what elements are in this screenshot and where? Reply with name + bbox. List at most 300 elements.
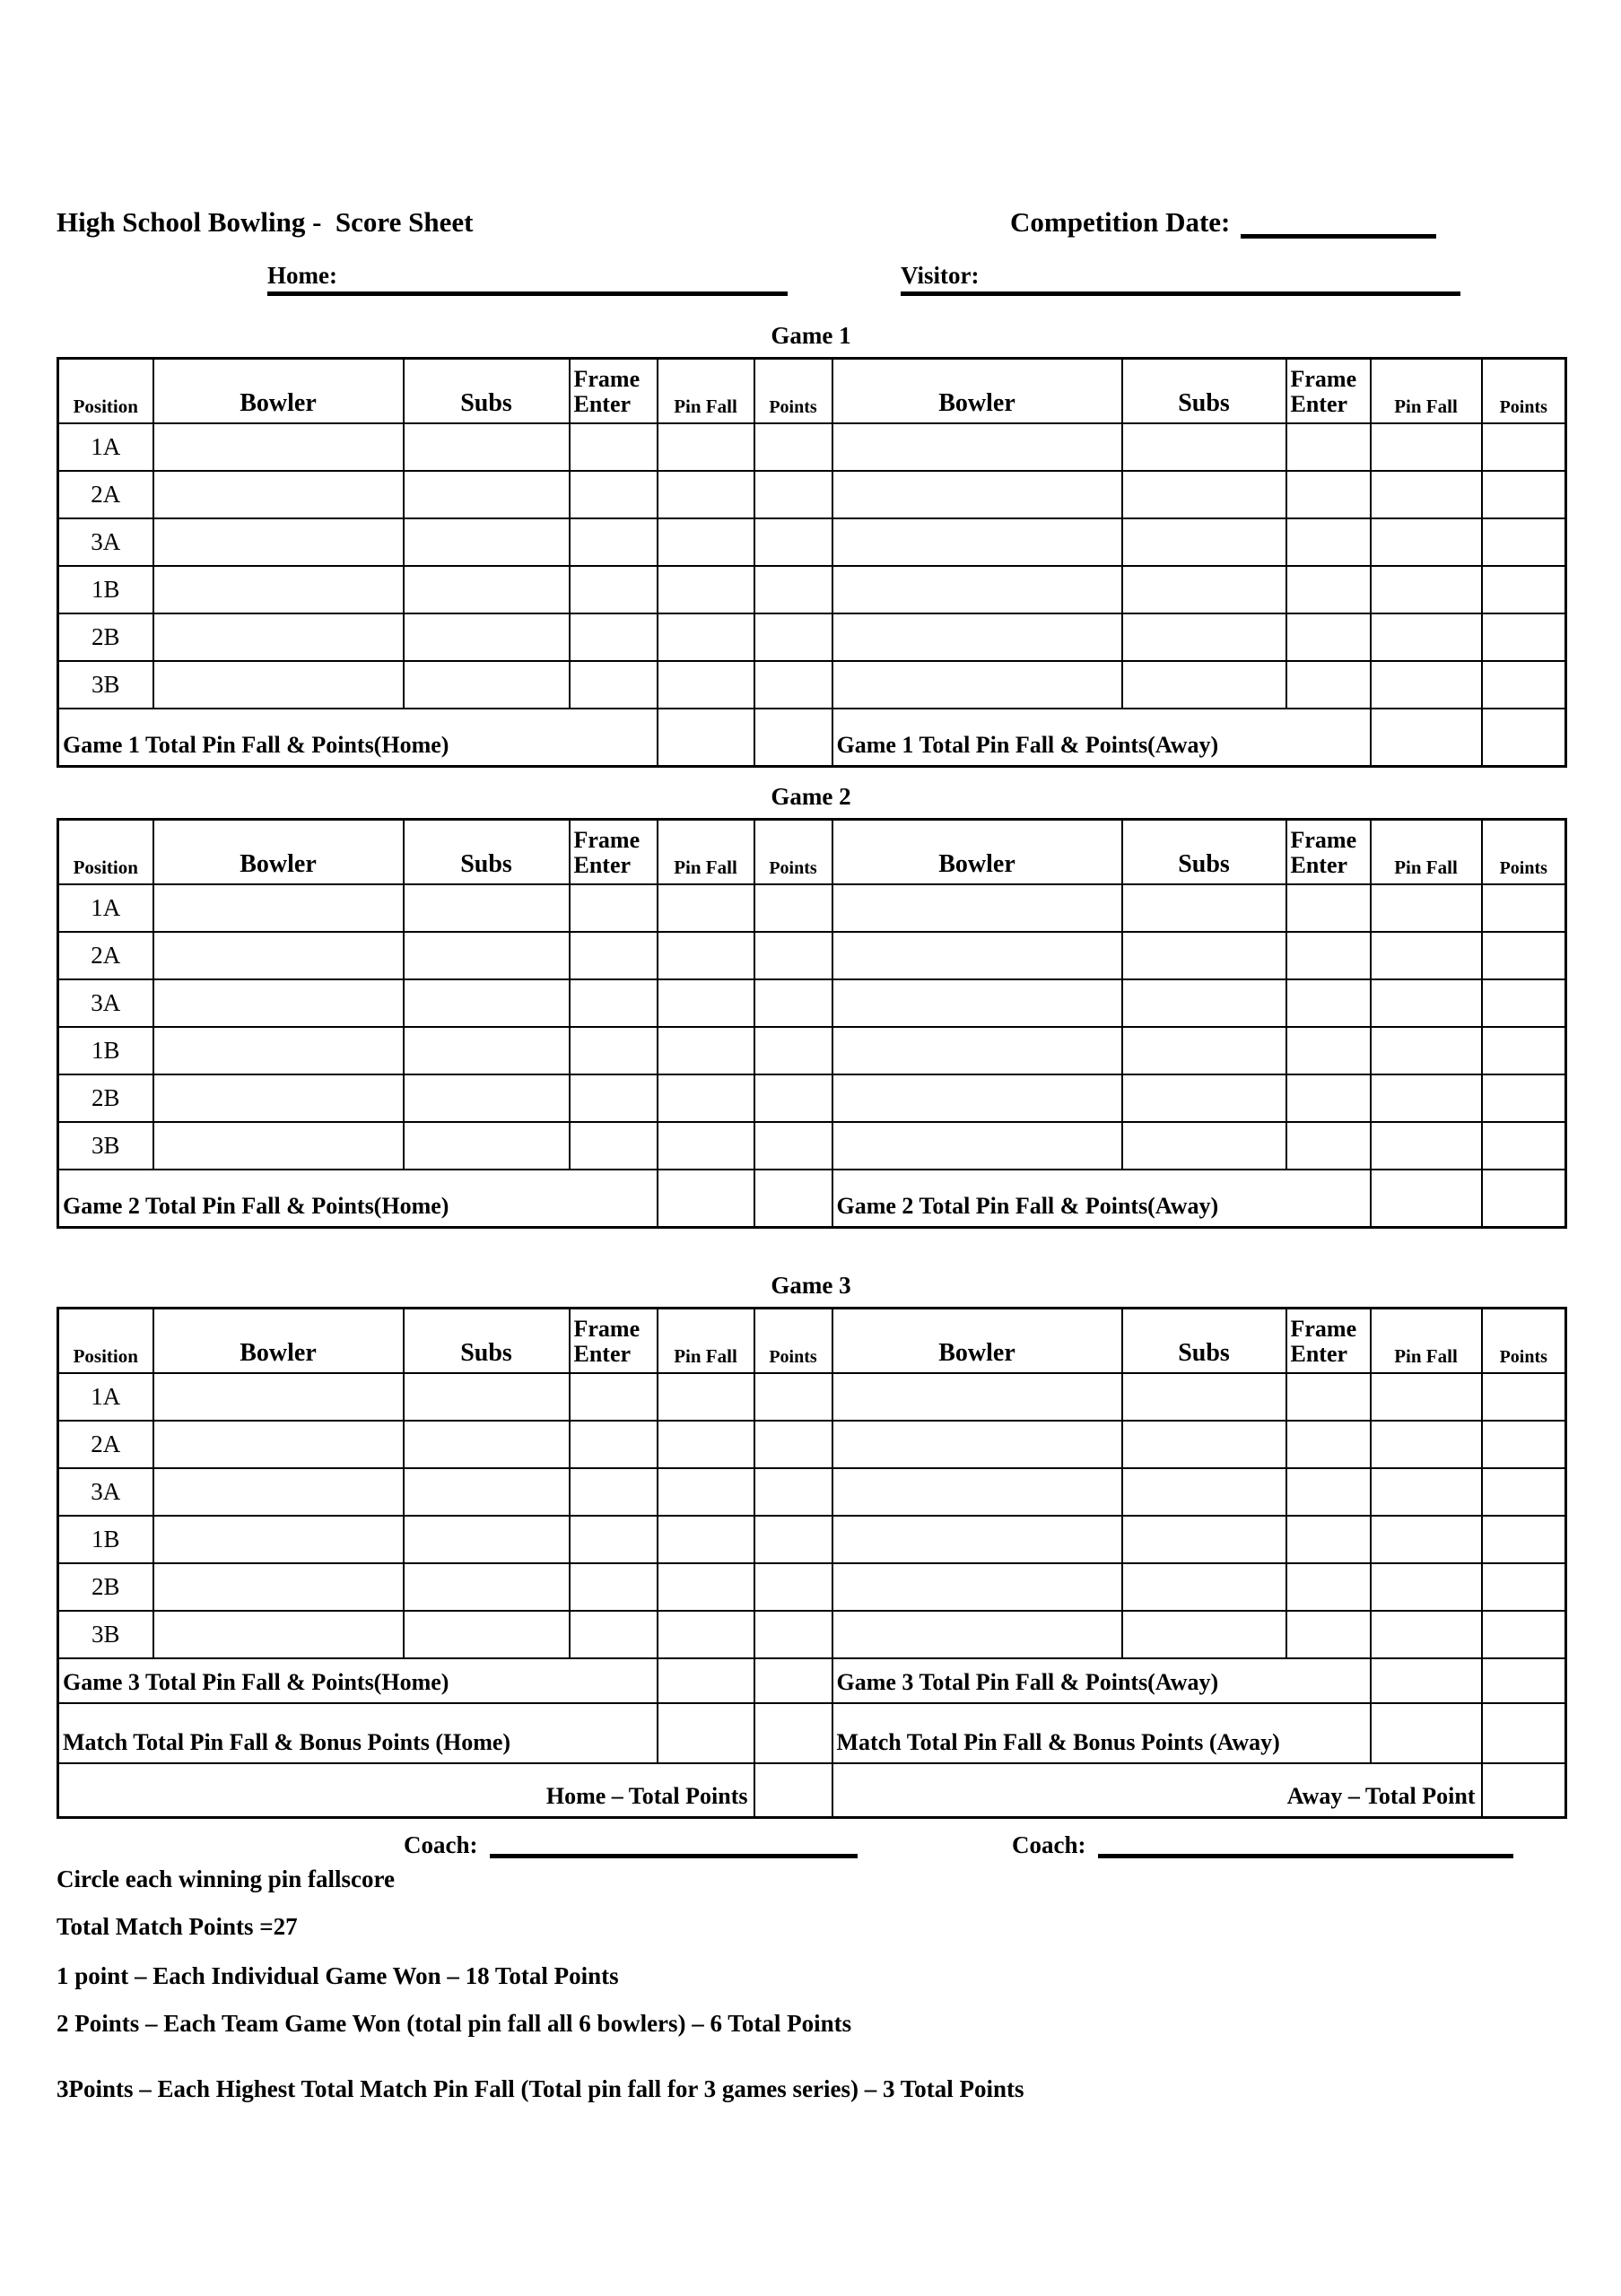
- column-header-bowler-home: Bowler: [153, 1309, 404, 1373]
- total-pin-fall-home-cell[interactable]: [658, 1658, 754, 1703]
- bowler-row: [58, 1074, 1566, 1122]
- points-home-cell[interactable]: [754, 1563, 832, 1611]
- total-points-away-cell[interactable]: [1482, 709, 1566, 767]
- frame-enter-away-cell[interactable]: [1286, 1122, 1371, 1170]
- bowler-away-cell[interactable]: [832, 1516, 1122, 1563]
- game-title: Game 1: [771, 322, 851, 349]
- home-label: Home:: [267, 262, 337, 289]
- subs-away-cell[interactable]: [1122, 1468, 1286, 1516]
- frame-enter-away-cell[interactable]: [1286, 661, 1371, 709]
- pin-fall-away-cell[interactable]: [1371, 1074, 1482, 1122]
- subs-home-cell[interactable]: [404, 1373, 570, 1421]
- frame-enter-away-cell[interactable]: [1286, 1563, 1371, 1611]
- match-pin-fall-home-cell[interactable]: [658, 1703, 754, 1763]
- column-header-bowler-away: Bowler: [832, 1309, 1122, 1373]
- subs-home-cell[interactable]: [404, 1122, 570, 1170]
- match-points-home-cell[interactable]: [754, 1703, 832, 1763]
- bowler-home-cell[interactable]: [153, 1122, 404, 1170]
- pin-fall-away-cell[interactable]: [1371, 979, 1482, 1027]
- points-home-cell[interactable]: [754, 1373, 832, 1421]
- column-header-position: Position: [58, 820, 153, 884]
- frame-enter-away-cell[interactable]: [1286, 471, 1371, 518]
- frame-enter-home-cell[interactable]: [570, 1516, 658, 1563]
- column-header-pin-fall-home: Pin Fall: [658, 359, 754, 423]
- subs-home-cell[interactable]: [404, 518, 570, 566]
- points-home-cell[interactable]: [754, 1516, 832, 1563]
- bowler-row: [58, 613, 1566, 661]
- subs-away-cell[interactable]: [1122, 518, 1286, 566]
- frame-enter-home-cell[interactable]: [570, 1421, 658, 1468]
- frame-enter-home-cell[interactable]: [570, 932, 658, 979]
- competition-date-field[interactable]: [1241, 208, 1436, 239]
- subs-home-cell[interactable]: [404, 613, 570, 661]
- bowler-home-cell[interactable]: [153, 979, 404, 1027]
- visitor-label: Visitor:: [901, 262, 980, 289]
- subs-home-cell[interactable]: [404, 979, 570, 1027]
- bowler-away-cell[interactable]: [832, 1373, 1122, 1421]
- total-pin-fall-away-cell[interactable]: [1371, 709, 1482, 767]
- coach-away-label: Coach:: [1012, 1831, 1086, 1858]
- note-individual-game: 1 point – Each Individual Game Won – 18 Total Points: [57, 1962, 619, 1989]
- pin-fall-away-cell[interactable]: [1371, 1122, 1482, 1170]
- frame-enter-away-cell[interactable]: [1286, 1074, 1371, 1122]
- bowler-away-cell[interactable]: [832, 423, 1122, 471]
- bowler-home-cell[interactable]: [153, 1468, 404, 1516]
- frame-enter-away-cell[interactable]: [1286, 1611, 1371, 1658]
- points-away-cell[interactable]: [1482, 1122, 1566, 1170]
- coach-home-label: Coach:: [404, 1831, 478, 1858]
- match-total-away-label: Match Total Pin Fall & Bonus Points (Away): [832, 1703, 1371, 1763]
- coach-home-field[interactable]: [490, 1833, 858, 1858]
- points-home-cell[interactable]: [754, 1468, 832, 1516]
- position-label: 2A: [58, 932, 153, 979]
- bowler-row: [58, 1421, 1566, 1468]
- subs-home-cell[interactable]: [404, 884, 570, 932]
- pin-fall-home-cell[interactable]: [658, 1468, 754, 1516]
- total-pin-fall-home-cell[interactable]: [658, 1170, 754, 1228]
- competition-date-row: [1010, 206, 1436, 239]
- subs-away-cell[interactable]: [1122, 613, 1286, 661]
- subs-away-cell[interactable]: [1122, 1421, 1286, 1468]
- bowler-home-cell[interactable]: [153, 1563, 404, 1611]
- pin-fall-away-cell[interactable]: [1371, 423, 1482, 471]
- bowler-home-cell[interactable]: [153, 884, 404, 932]
- column-header-points-away: Points: [1482, 820, 1566, 884]
- bowler-row: [58, 1611, 1566, 1658]
- frame-enter-home-cell[interactable]: [570, 1373, 658, 1421]
- bowler-row: [58, 518, 1566, 566]
- frame-enter-home-cell[interactable]: [570, 566, 658, 613]
- game-total-row: [58, 1170, 1566, 1228]
- pin-fall-home-cell[interactable]: [658, 613, 754, 661]
- total-pin-fall-away-cell[interactable]: [1371, 1658, 1482, 1703]
- column-header-subs-home: Subs: [404, 820, 570, 884]
- position-label: 1B: [58, 1516, 153, 1563]
- pin-fall-home-cell[interactable]: [658, 1611, 754, 1658]
- bowler-away-cell[interactable]: [832, 979, 1122, 1027]
- column-header-frame-enter-away: Frame Enter: [1286, 359, 1371, 423]
- final-home-label: Home – Total Points: [58, 1763, 754, 1818]
- frame-enter-away-cell[interactable]: [1286, 423, 1371, 471]
- points-away-cell[interactable]: [1482, 979, 1566, 1027]
- bowler-row: [58, 979, 1566, 1027]
- position-label: 1A: [58, 423, 153, 471]
- home-team-field[interactable]: [267, 262, 788, 296]
- total-pin-fall-away-cell[interactable]: [1371, 1170, 1482, 1228]
- points-away-cell[interactable]: [1482, 566, 1566, 613]
- position-label: 1B: [58, 566, 153, 613]
- pin-fall-home-cell[interactable]: [658, 423, 754, 471]
- column-header-frame-enter-home: Frame Enter: [570, 820, 658, 884]
- column-header-subs-home: Subs: [404, 359, 570, 423]
- match-points-away-cell[interactable]: [1482, 1703, 1566, 1763]
- frame-enter-away-cell[interactable]: [1286, 884, 1371, 932]
- subs-home-cell[interactable]: [404, 932, 570, 979]
- position-label: 3B: [58, 1122, 153, 1170]
- subs-home-cell[interactable]: [404, 1074, 570, 1122]
- points-away-cell[interactable]: [1482, 518, 1566, 566]
- points-away-cell[interactable]: [1482, 1468, 1566, 1516]
- total-points-home-cell[interactable]: [754, 1170, 832, 1228]
- column-header-points-home: Points: [754, 359, 832, 423]
- pin-fall-home-cell[interactable]: [658, 884, 754, 932]
- pin-fall-home-cell[interactable]: [658, 1563, 754, 1611]
- frame-enter-away-cell[interactable]: [1286, 1027, 1371, 1074]
- bowler-away-cell[interactable]: [832, 1611, 1122, 1658]
- pin-fall-away-cell[interactable]: [1371, 1421, 1482, 1468]
- bowler-away-cell[interactable]: [832, 566, 1122, 613]
- bowler-away-cell[interactable]: [832, 471, 1122, 518]
- final-away-label: Away – Total Point: [832, 1763, 1482, 1818]
- subs-away-cell[interactable]: [1122, 1373, 1286, 1421]
- bowler-away-cell[interactable]: [832, 1563, 1122, 1611]
- game-title: Game 2: [771, 783, 851, 810]
- position-label: 3A: [58, 979, 153, 1027]
- frame-enter-away-cell[interactable]: [1286, 1373, 1371, 1421]
- points-away-cell[interactable]: [1482, 1563, 1566, 1611]
- pin-fall-away-cell[interactable]: [1371, 1373, 1482, 1421]
- subs-home-cell[interactable]: [404, 423, 570, 471]
- column-header-points-away: Points: [1482, 359, 1566, 423]
- bowler-away-cell[interactable]: [832, 661, 1122, 709]
- pin-fall-home-cell[interactable]: [658, 1027, 754, 1074]
- subs-away-cell[interactable]: [1122, 979, 1286, 1027]
- points-home-cell[interactable]: [754, 661, 832, 709]
- subs-away-cell[interactable]: [1122, 884, 1286, 932]
- game-total-away-label: Game 2 Total Pin Fall & Points(Away): [832, 1170, 1371, 1228]
- column-header-subs-away: Subs: [1122, 359, 1286, 423]
- points-home-cell[interactable]: [754, 884, 832, 932]
- bowler-home-cell[interactable]: [153, 1027, 404, 1074]
- pin-fall-away-cell[interactable]: [1371, 1611, 1482, 1658]
- points-home-cell[interactable]: [754, 471, 832, 518]
- subs-away-cell[interactable]: [1122, 1027, 1286, 1074]
- column-header-frame-enter-home: Frame Enter: [570, 359, 658, 423]
- bowler-away-cell[interactable]: [832, 1122, 1122, 1170]
- points-home-cell[interactable]: [754, 1122, 832, 1170]
- coach-away-field[interactable]: [1098, 1833, 1513, 1858]
- bowler-row: [58, 1563, 1566, 1611]
- match-pin-fall-away-cell[interactable]: [1371, 1703, 1482, 1763]
- bowler-row: [58, 1516, 1566, 1563]
- points-home-cell[interactable]: [754, 613, 832, 661]
- frame-enter-away-cell[interactable]: [1286, 1421, 1371, 1468]
- bowler-home-cell[interactable]: [153, 932, 404, 979]
- subs-away-cell[interactable]: [1122, 661, 1286, 709]
- total-pin-fall-home-cell[interactable]: [658, 709, 754, 767]
- bowler-home-cell[interactable]: [153, 423, 404, 471]
- points-away-cell[interactable]: [1482, 613, 1566, 661]
- bowler-row: [58, 661, 1566, 709]
- column-header-pin-fall-home: Pin Fall: [658, 820, 754, 884]
- position-label: 1B: [58, 1027, 153, 1074]
- bowler-away-cell[interactable]: [832, 932, 1122, 979]
- column-header-frame-enter-home: Frame Enter: [570, 1309, 658, 1373]
- subs-away-cell[interactable]: [1122, 1563, 1286, 1611]
- note-highest-match: 3Points – Each Highest Total Match Pin Fall (Total pin fall for 3 games series) – 3 Total Points: [57, 2075, 1024, 2102]
- subs-away-cell[interactable]: [1122, 932, 1286, 979]
- points-home-cell[interactable]: [754, 932, 832, 979]
- points-home-cell[interactable]: [754, 979, 832, 1027]
- frame-enter-home-cell[interactable]: [570, 1611, 658, 1658]
- game-total-row: [58, 1658, 1566, 1703]
- pin-fall-home-cell[interactable]: [658, 518, 754, 566]
- points-away-cell[interactable]: [1482, 1373, 1566, 1421]
- frame-enter-home-cell[interactable]: [570, 979, 658, 1027]
- frame-enter-home-cell[interactable]: [570, 423, 658, 471]
- frame-enter-away-cell[interactable]: [1286, 979, 1371, 1027]
- subs-home-cell[interactable]: [404, 1611, 570, 1658]
- game-2-section: [57, 780, 1565, 1229]
- bowler-row: [58, 1468, 1566, 1516]
- column-header-pin-fall-away: Pin Fall: [1371, 820, 1482, 884]
- subs-home-cell[interactable]: [404, 661, 570, 709]
- note-circle-winning: Circle each winning pin fallscore: [57, 1866, 395, 1892]
- column-header-points-home: Points: [754, 1309, 832, 1373]
- points-away-cell[interactable]: [1482, 932, 1566, 979]
- subs-away-cell[interactable]: [1122, 1516, 1286, 1563]
- points-home-cell[interactable]: [754, 518, 832, 566]
- game-total-home-label: Game 1 Total Pin Fall & Points(Home): [58, 709, 658, 767]
- column-header-frame-enter-away: Frame Enter: [1286, 1309, 1371, 1373]
- pin-fall-home-cell[interactable]: [658, 1516, 754, 1563]
- column-header-subs-away: Subs: [1122, 820, 1286, 884]
- points-away-cell[interactable]: [1482, 423, 1566, 471]
- subs-home-cell[interactable]: [404, 471, 570, 518]
- frame-enter-home-cell[interactable]: [570, 1563, 658, 1611]
- column-header-bowler-home: Bowler: [153, 820, 404, 884]
- pin-fall-away-cell[interactable]: [1371, 613, 1482, 661]
- game-1-section: [57, 319, 1565, 768]
- game-3-section: [57, 1269, 1565, 1819]
- bowler-away-cell[interactable]: [832, 518, 1122, 566]
- subs-away-cell[interactable]: [1122, 1122, 1286, 1170]
- position-label: 2A: [58, 471, 153, 518]
- bowler-home-cell[interactable]: [153, 613, 404, 661]
- frame-enter-home-cell[interactable]: [570, 1074, 658, 1122]
- competition-date-label: Competition Date:: [1010, 206, 1231, 238]
- position-label: 2B: [58, 1563, 153, 1611]
- total-points-home-cell[interactable]: [754, 709, 832, 767]
- pin-fall-away-cell[interactable]: [1371, 1516, 1482, 1563]
- position-label: 3B: [58, 1611, 153, 1658]
- column-header-bowler-home: Bowler: [153, 359, 404, 423]
- pin-fall-away-cell[interactable]: [1371, 884, 1482, 932]
- bowler-home-cell[interactable]: [153, 566, 404, 613]
- column-header-pin-fall-home: Pin Fall: [658, 1309, 754, 1373]
- column-header-position: Position: [58, 359, 153, 423]
- bowler-away-cell[interactable]: [832, 1468, 1122, 1516]
- bowler-home-cell[interactable]: [153, 661, 404, 709]
- bowler-away-cell[interactable]: [832, 884, 1122, 932]
- bowler-row: [58, 423, 1566, 471]
- bowler-away-cell[interactable]: [832, 1421, 1122, 1468]
- bowler-away-cell[interactable]: [832, 1074, 1122, 1122]
- pin-fall-away-cell[interactable]: [1371, 1563, 1482, 1611]
- frame-enter-away-cell[interactable]: [1286, 613, 1371, 661]
- final-points-home-cell[interactable]: [754, 1763, 832, 1818]
- frame-enter-home-cell[interactable]: [570, 1468, 658, 1516]
- frame-enter-away-cell[interactable]: [1286, 1516, 1371, 1563]
- pin-fall-away-cell[interactable]: [1371, 518, 1482, 566]
- column-header-pin-fall-away: Pin Fall: [1371, 359, 1482, 423]
- subs-away-cell[interactable]: [1122, 566, 1286, 613]
- subs-away-cell[interactable]: [1122, 423, 1286, 471]
- match-total-row: [58, 1703, 1566, 1763]
- bowler-home-cell[interactable]: [153, 471, 404, 518]
- game-3-table: [57, 1307, 1567, 1819]
- column-header-position: Position: [58, 1309, 153, 1373]
- pin-fall-away-cell[interactable]: [1371, 932, 1482, 979]
- game-total-home-label: Game 2 Total Pin Fall & Points(Home): [58, 1170, 658, 1228]
- frame-enter-home-cell[interactable]: [570, 613, 658, 661]
- bowler-home-cell[interactable]: [153, 1421, 404, 1468]
- frame-enter-away-cell[interactable]: [1286, 518, 1371, 566]
- pin-fall-home-cell[interactable]: [658, 1074, 754, 1122]
- points-away-cell[interactable]: [1482, 1074, 1566, 1122]
- subs-home-cell[interactable]: [404, 1516, 570, 1563]
- points-away-cell[interactable]: [1482, 661, 1566, 709]
- pin-fall-away-cell[interactable]: [1371, 471, 1482, 518]
- bowler-away-cell[interactable]: [832, 1027, 1122, 1074]
- total-points-home-cell[interactable]: [754, 1658, 832, 1703]
- pin-fall-home-cell[interactable]: [658, 1122, 754, 1170]
- points-away-cell[interactable]: [1482, 1421, 1566, 1468]
- game-1-table: [57, 357, 1567, 768]
- column-header-points-home: Points: [754, 820, 832, 884]
- column-header-bowler-away: Bowler: [832, 820, 1122, 884]
- position-label: 1A: [58, 1373, 153, 1421]
- points-home-cell[interactable]: [754, 1027, 832, 1074]
- points-away-cell[interactable]: [1482, 1611, 1566, 1658]
- position-label: 3A: [58, 518, 153, 566]
- pin-fall-home-cell[interactable]: [658, 932, 754, 979]
- points-away-cell[interactable]: [1482, 884, 1566, 932]
- pin-fall-home-cell[interactable]: [658, 661, 754, 709]
- frame-enter-home-cell[interactable]: [570, 884, 658, 932]
- frame-enter-home-cell[interactable]: [570, 518, 658, 566]
- final-points-row: [58, 1763, 1566, 1818]
- game-total-row: [58, 709, 1566, 767]
- position-label: 2B: [58, 613, 153, 661]
- frame-enter-home-cell[interactable]: [570, 1122, 658, 1170]
- points-home-cell[interactable]: [754, 566, 832, 613]
- frame-enter-home-cell[interactable]: [570, 471, 658, 518]
- final-points-away-cell[interactable]: [1482, 1763, 1566, 1818]
- coach-home-row: [404, 1831, 858, 1858]
- bowler-home-cell[interactable]: [153, 518, 404, 566]
- pin-fall-away-cell[interactable]: [1371, 1468, 1482, 1516]
- bowler-away-cell[interactable]: [832, 613, 1122, 661]
- game-total-away-label: Game 1 Total Pin Fall & Points(Away): [832, 709, 1371, 767]
- bowler-row: [58, 1122, 1566, 1170]
- subs-home-cell[interactable]: [404, 1421, 570, 1468]
- game-2-table: [57, 818, 1567, 1229]
- points-home-cell[interactable]: [754, 423, 832, 471]
- subs-away-cell[interactable]: [1122, 1074, 1286, 1122]
- pin-fall-away-cell[interactable]: [1371, 661, 1482, 709]
- pin-fall-home-cell[interactable]: [658, 1373, 754, 1421]
- column-header-subs-home: Subs: [404, 1309, 570, 1373]
- points-away-cell[interactable]: [1482, 1027, 1566, 1074]
- position-label: 1A: [58, 884, 153, 932]
- points-away-cell[interactable]: [1482, 471, 1566, 518]
- subs-home-cell[interactable]: [404, 1563, 570, 1611]
- visitor-team-field[interactable]: [901, 262, 1460, 296]
- bowler-home-cell[interactable]: [153, 1074, 404, 1122]
- position-label: 3A: [58, 1468, 153, 1516]
- pin-fall-home-cell[interactable]: [658, 471, 754, 518]
- points-away-cell[interactable]: [1482, 1516, 1566, 1563]
- subs-home-cell[interactable]: [404, 1468, 570, 1516]
- bowler-row: [58, 884, 1566, 932]
- pin-fall-away-cell[interactable]: [1371, 1027, 1482, 1074]
- position-label: 3B: [58, 661, 153, 709]
- bowler-row: [58, 566, 1566, 613]
- points-home-cell[interactable]: [754, 1074, 832, 1122]
- bowler-home-cell[interactable]: [153, 1611, 404, 1658]
- frame-enter-home-cell[interactable]: [570, 1027, 658, 1074]
- pin-fall-home-cell[interactable]: [658, 1421, 754, 1468]
- subs-home-cell[interactable]: [404, 566, 570, 613]
- frame-enter-away-cell[interactable]: [1286, 1468, 1371, 1516]
- subs-home-cell[interactable]: [404, 1027, 570, 1074]
- column-header-frame-enter-away: Frame Enter: [1286, 820, 1371, 884]
- subs-away-cell[interactable]: [1122, 471, 1286, 518]
- game-total-home-label: Game 3 Total Pin Fall & Points(Home): [58, 1658, 658, 1703]
- frame-enter-away-cell[interactable]: [1286, 566, 1371, 613]
- subs-away-cell[interactable]: [1122, 1611, 1286, 1658]
- pin-fall-home-cell[interactable]: [658, 566, 754, 613]
- note-team-game: 2 Points – Each Team Game Won (total pin fall all 6 bowlers) – 6 Total Points: [57, 2010, 852, 2037]
- match-total-home-label: Match Total Pin Fall & Bonus Points (Home): [58, 1703, 658, 1763]
- points-home-cell[interactable]: [754, 1421, 832, 1468]
- note-total-match-points: Total Match Points =27: [57, 1913, 298, 1940]
- total-points-away-cell[interactable]: [1482, 1658, 1566, 1703]
- total-points-away-cell[interactable]: [1482, 1170, 1566, 1228]
- pin-fall-home-cell[interactable]: [658, 979, 754, 1027]
- position-label: 2B: [58, 1074, 153, 1122]
- frame-enter-away-cell[interactable]: [1286, 932, 1371, 979]
- pin-fall-away-cell[interactable]: [1371, 566, 1482, 613]
- bowler-home-cell[interactable]: [153, 1373, 404, 1421]
- sheet-title: High School Bowling - Score Sheet: [57, 206, 474, 238]
- column-header-pin-fall-away: Pin Fall: [1371, 1309, 1482, 1373]
- column-header-points-away: Points: [1482, 1309, 1566, 1373]
- bowler-home-cell[interactable]: [153, 1516, 404, 1563]
- points-home-cell[interactable]: [754, 1611, 832, 1658]
- frame-enter-home-cell[interactable]: [570, 661, 658, 709]
